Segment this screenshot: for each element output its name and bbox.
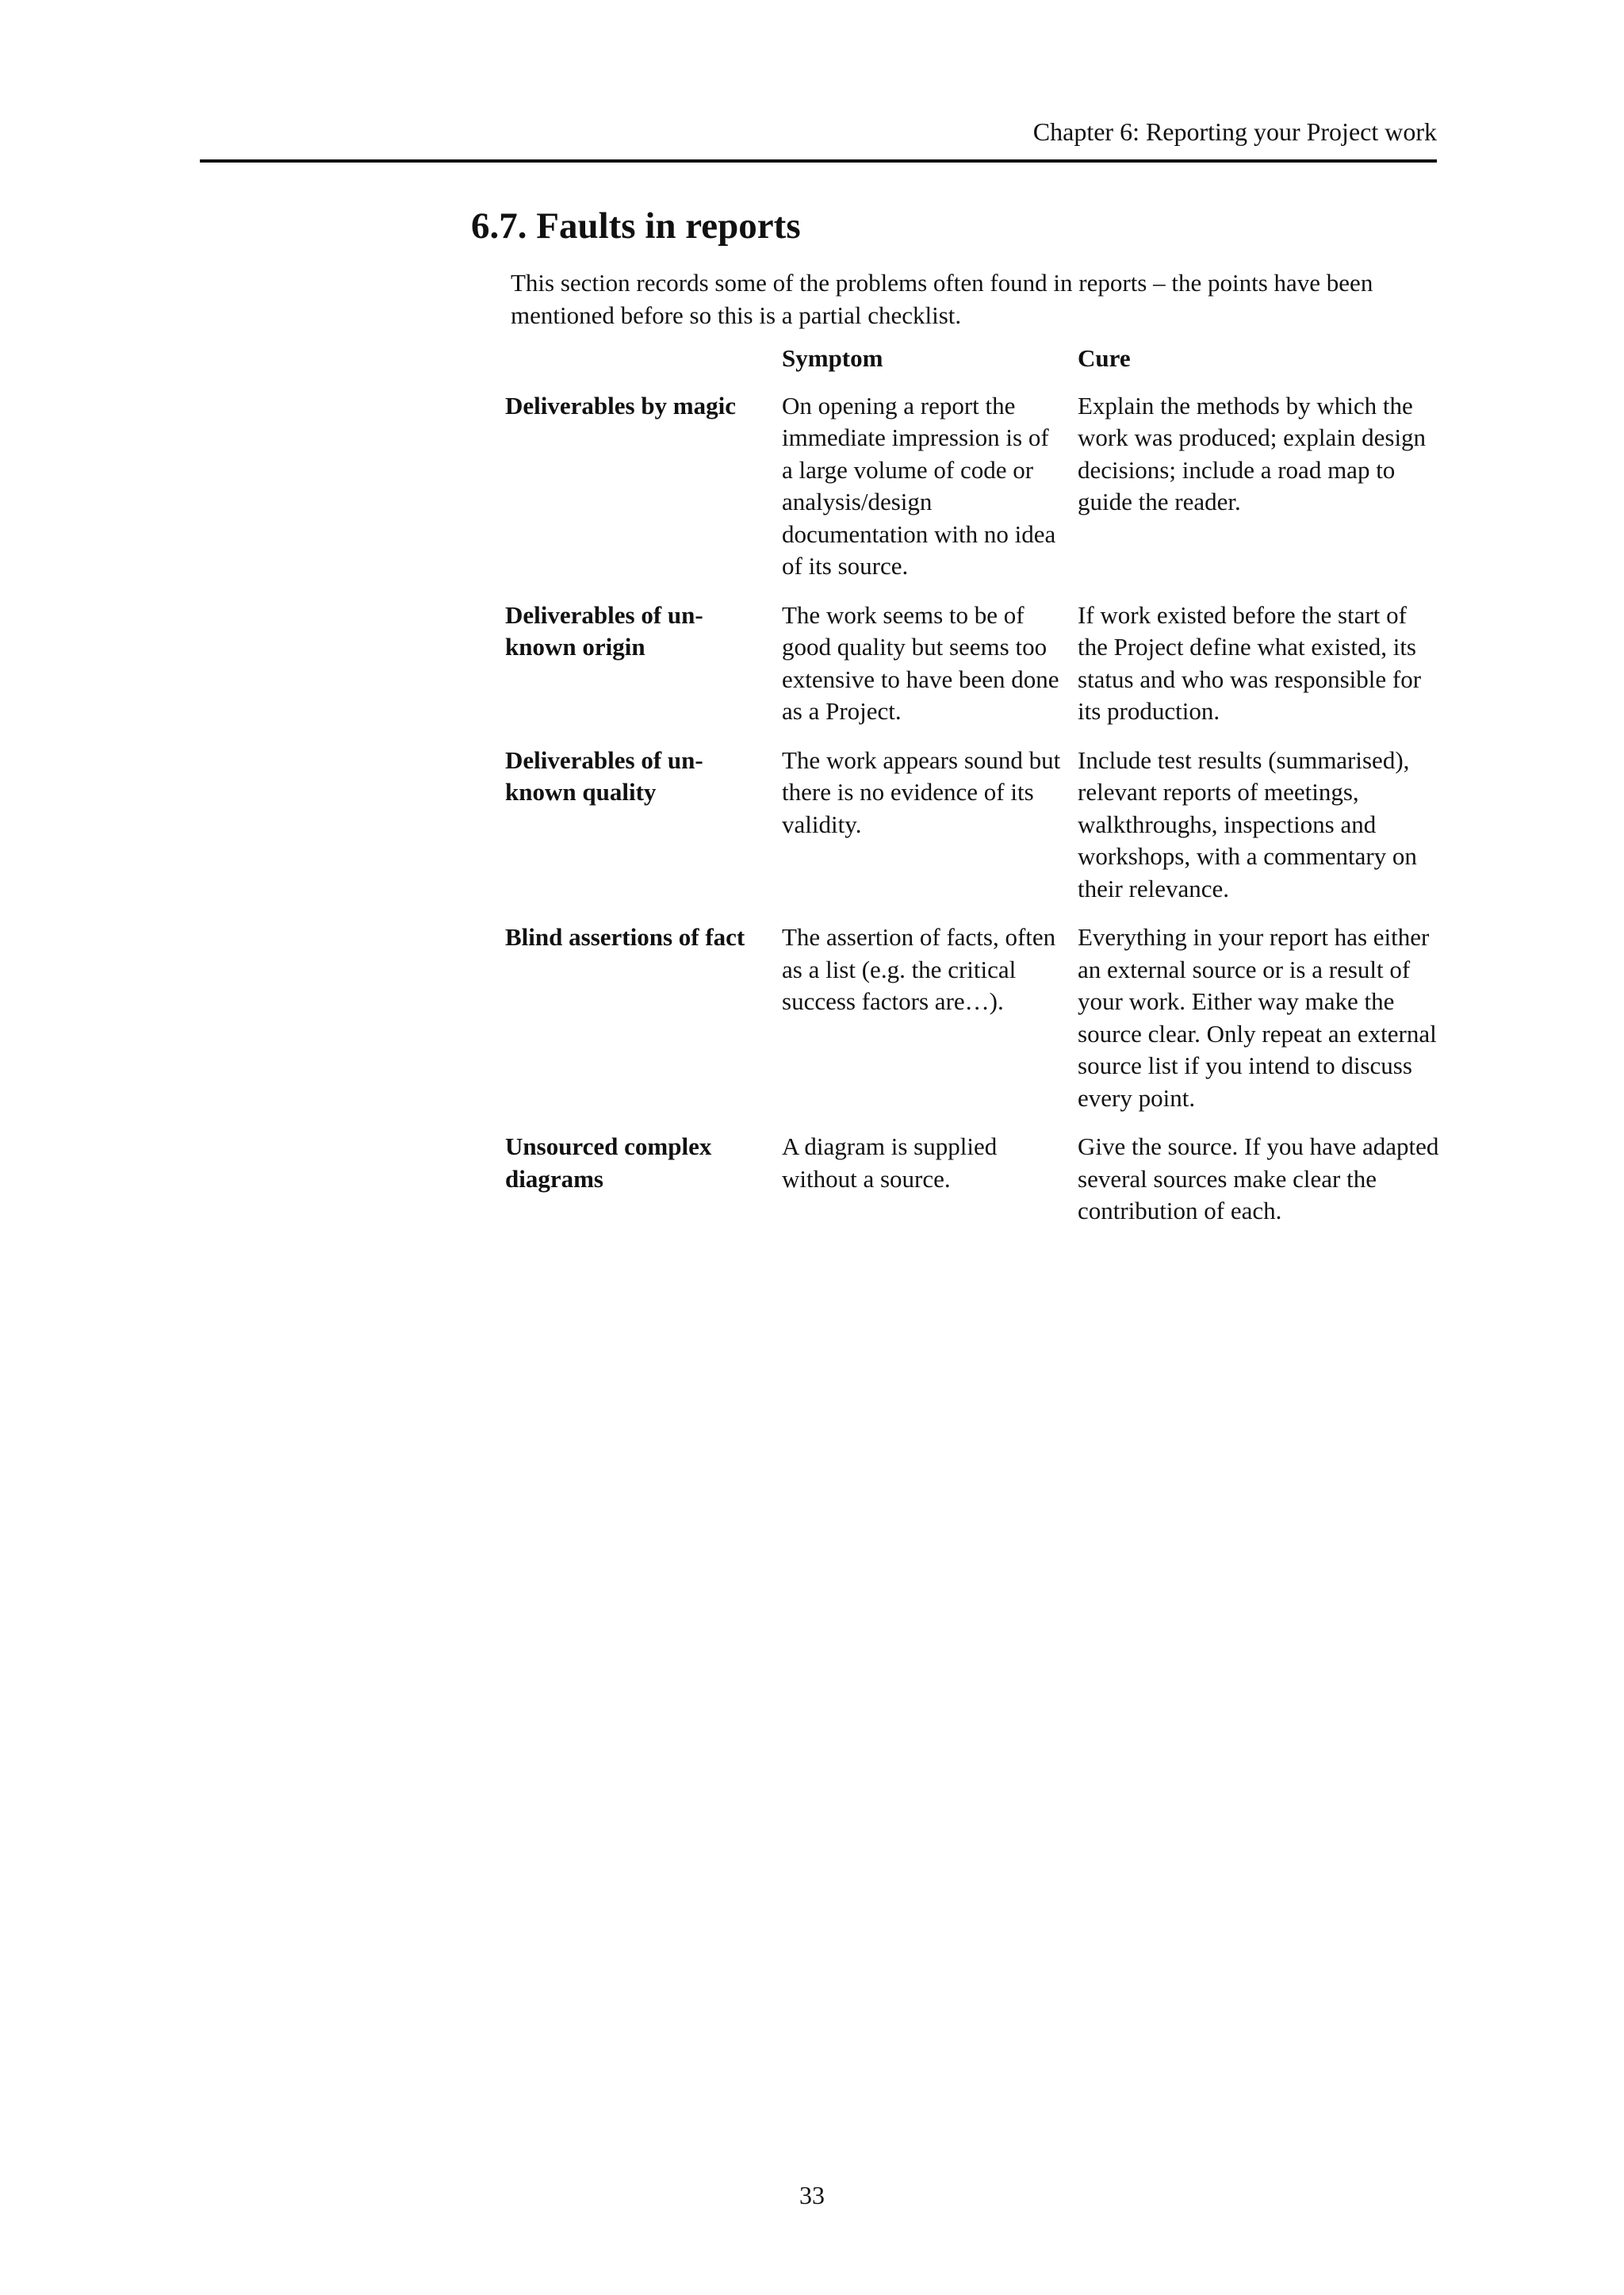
fault-cell: Unsourced complex diagrams bbox=[505, 1132, 712, 1193]
symptom-cell: The work seems to be of good quality but seems too extensive to have been done as a Project. bbox=[782, 600, 1059, 725]
cure-cell: If work existed before the start of the Project define what existed, its status and who was responsible for its production. bbox=[1078, 600, 1422, 725]
table-row bbox=[505, 921, 1439, 1131]
table-header-row bbox=[505, 343, 1439, 390]
table-row bbox=[505, 390, 1439, 600]
symptom-cell: A diagram is supplied without a source. bbox=[782, 1132, 998, 1193]
cure-cell: Give the source. If you have adapted several sources make clear the contribution of each. bbox=[1078, 1132, 1439, 1224]
faults-table bbox=[505, 343, 1439, 1244]
cure-cell: Explain the methods by which the work was produced; explain design decisions; include a road map to guide the reader. bbox=[1078, 391, 1427, 515]
header-rule bbox=[200, 159, 1437, 163]
page-number: 33 bbox=[799, 2181, 825, 2209]
symptom-cell: On opening a report the immediate impression is of a large volume of code or analysis/design documentation with no idea of its source. bbox=[782, 391, 1056, 580]
column-header-symptom: Symptom bbox=[782, 344, 883, 372]
cure-cell: Include test results (summarised), relevant reports of meetings, walkthroughs, inspections and workshops, with a commentary on their relevance. bbox=[1078, 745, 1417, 902]
symptom-cell: The assertion of facts, often as a list (e.g. the critical success factors are…). bbox=[782, 923, 1056, 1015]
table-row bbox=[505, 600, 1439, 745]
symptom-cell: The work appears sound but there is no evidence of its validity. bbox=[782, 745, 1061, 838]
cure-cell: Everything in your report has either an external source or is a result of your work. Either way make the source clear. Only repeat an external source list if you intend to discuss every point. bbox=[1078, 923, 1437, 1112]
section-title: 6.7. Faults in reports bbox=[471, 205, 801, 247]
fault-cell: Deliverables of unknown origin bbox=[505, 600, 703, 661]
column-header-fault bbox=[505, 343, 782, 390]
table-row bbox=[505, 745, 1439, 922]
column-header-cure: Cure bbox=[1078, 344, 1131, 372]
fault-cell: Deliverables by magic bbox=[505, 391, 737, 420]
section-intro: This section records some of the problems often found in reports – the points have been mentioned before so this is a partial checklist. bbox=[511, 269, 1373, 329]
running-header: Chapter 6: Reporting your Project work bbox=[1032, 117, 1437, 146]
fault-cell: Blind assertions of fact bbox=[505, 923, 745, 951]
table-row bbox=[505, 1131, 1439, 1244]
fault-cell: Deliverables of unknown quality bbox=[505, 745, 703, 806]
